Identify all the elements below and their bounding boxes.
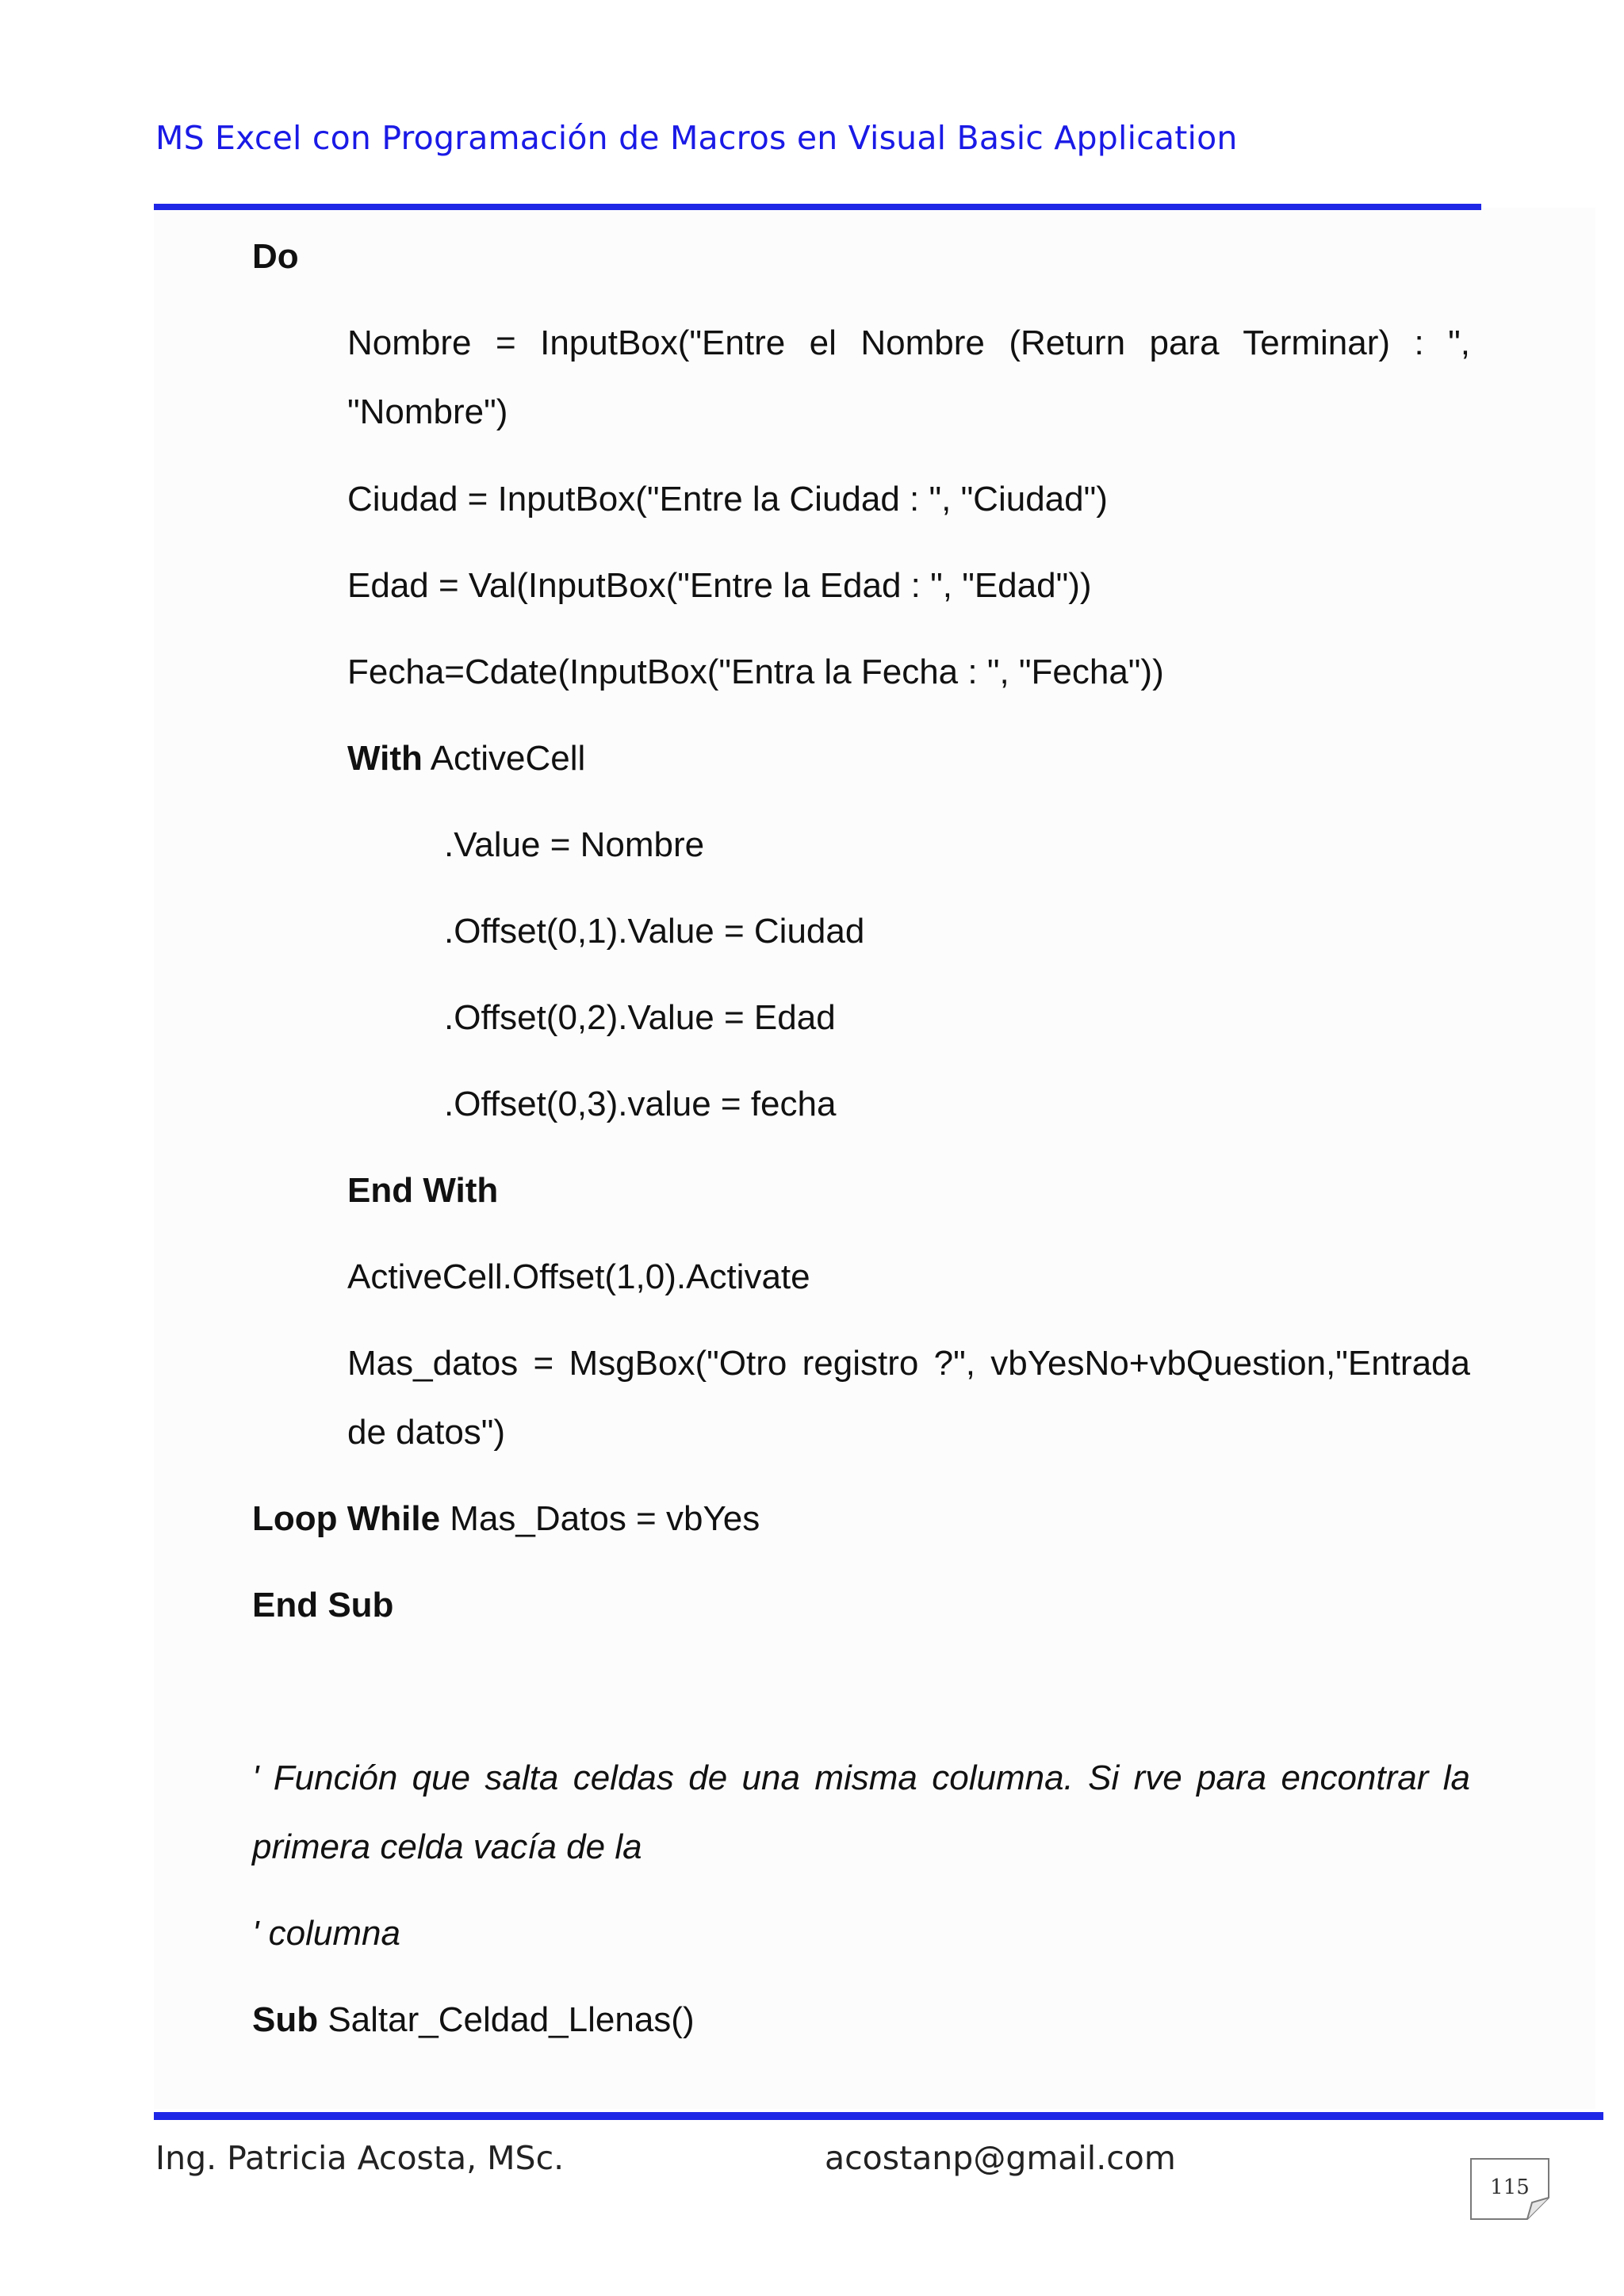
code-line-nombre: Nombre = InputBox("Entre el Nombre (Return para Terminar) : ",	[347, 323, 1470, 362]
footer-divider	[154, 2112, 1603, 2120]
code-line-msgbox: Mas_datos = MsgBox("Otro registro ?", vbYesNo+vbQuestion,"Entrada	[347, 1344, 1470, 1383]
page-header-title: MS Excel con Programación de Macros en Visual Basic Application	[155, 119, 1238, 157]
code-comment-line-2: primera celda vacía de la	[252, 1827, 642, 1866]
page-number: 115	[1490, 2175, 1530, 2199]
loop-condition: Mas_Datos = vbYes	[440, 1499, 760, 1538]
with-target: ActiveCell	[422, 739, 586, 778]
code-line-offset1: .Offset(0,1).Value = Ciudad	[444, 912, 865, 951]
keyword-do: Do	[252, 237, 299, 276]
code-comment-line-1: ' Función que salta celdas de una misma columna. Si rve para encontrar la	[252, 1758, 1470, 1797]
code-line-activate: ActiveCell.Offset(1,0).Activate	[347, 1257, 810, 1296]
code-line-offset3: .Offset(0,3).value = fecha	[444, 1085, 837, 1123]
code-line-msgbox-cont: de datos")	[347, 1413, 506, 1452]
keyword-sub: Sub	[252, 2000, 319, 2039]
code-line-ciudad: Ciudad = InputBox("Entre la Ciudad : ", "Ciudad")	[347, 480, 1108, 519]
code-loop-while	[252, 1498, 760, 1540]
header-divider	[154, 204, 1481, 210]
code-comment-line-3: ' columna	[252, 1914, 400, 1953]
footer-author: Ing. Patricia Acosta, MSc.	[155, 2139, 565, 2177]
code-line-value: .Value = Nombre	[444, 825, 705, 864]
code-line-edad: Edad = Val(InputBox("Entre la Edad : ", "Edad"))	[347, 566, 1092, 605]
code-with	[347, 737, 585, 780]
keyword-loop-while: Loop While	[252, 1499, 441, 1538]
code-line-fecha: Fecha=Cdate(InputBox("Entra la Fecha : ", "Fecha"))	[347, 652, 1164, 691]
footer-email: acostanp@gmail.com	[825, 2139, 1176, 2177]
code-sub-declaration	[252, 1999, 695, 2042]
code-do	[252, 235, 299, 278]
keyword-with: With	[347, 739, 423, 778]
page-number-badge	[1470, 2158, 1549, 2220]
code-line-nombre-cont: "Nombre")	[347, 392, 508, 431]
keyword-end-with: End With	[347, 1171, 499, 1210]
code-end-sub	[252, 1584, 393, 1627]
code-line-offset2: .Offset(0,2).Value = Edad	[444, 998, 836, 1037]
code-end-with	[347, 1169, 498, 1212]
sub-name: Saltar_Celdad_Llenas()	[318, 2000, 695, 2039]
keyword-end-sub: End Sub	[252, 1586, 394, 1624]
